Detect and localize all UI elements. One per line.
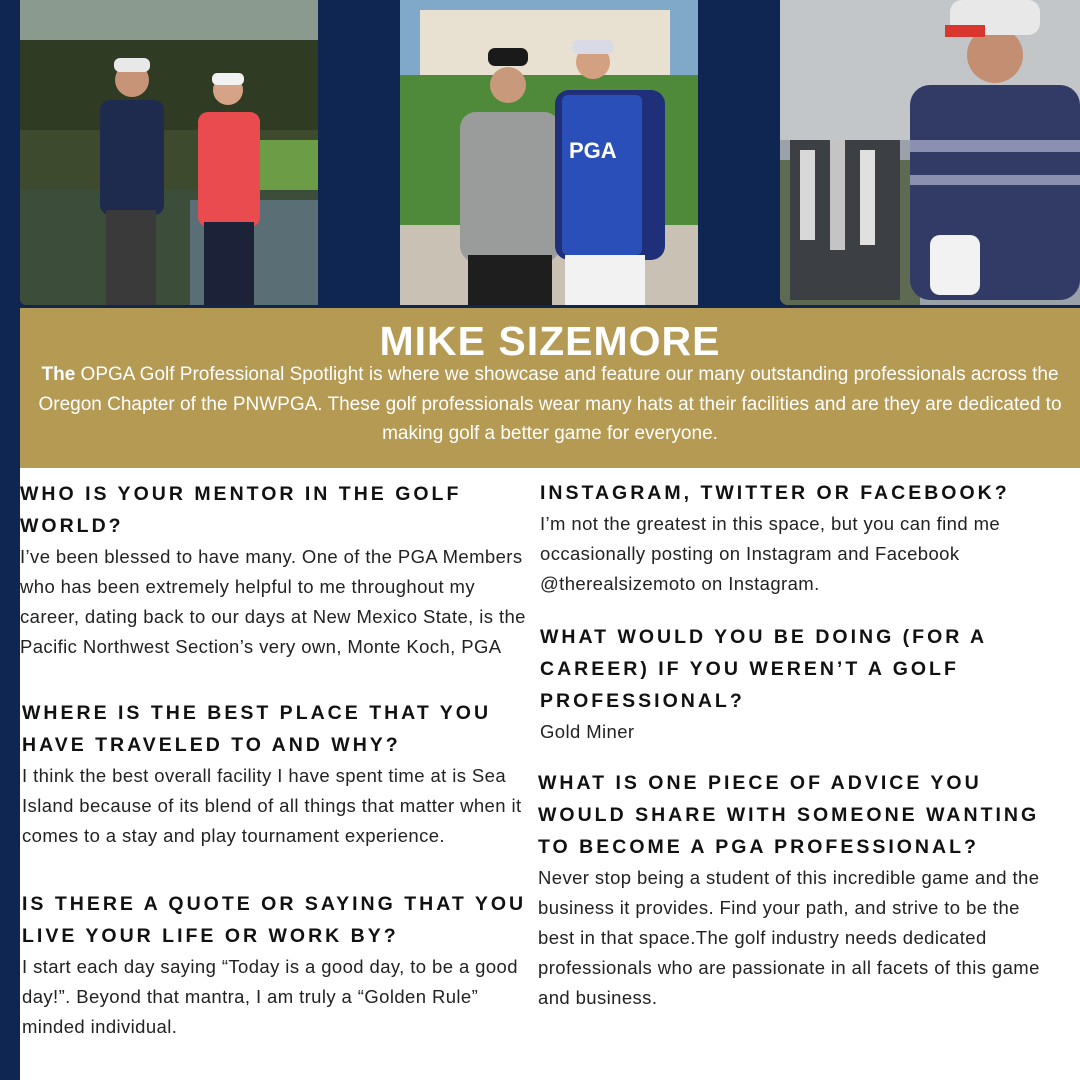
answer-other-career: Gold Miner	[540, 721, 635, 742]
right-column-qa-1	[540, 477, 1080, 599]
navy-side-bar	[0, 0, 20, 1080]
right-column-qa-2	[540, 621, 1040, 747]
question-best-place: WHERE IS THE BEST PLACE THAT YOU HAVE TRAVELED TO AND WHY?	[22, 702, 492, 756]
question-quote: IS THERE A QUOTE OR SAYING THAT YOU LIVE YOUR LIFE OR WORK BY?	[22, 893, 527, 947]
left-column-qa-2	[22, 697, 532, 851]
question-other-career: WHAT WOULD YOU BE DOING (FOR A CAREER) IF YOU WEREN’T A GOLF PROFESSIONAL?	[540, 626, 987, 712]
answer-best-place: I think the best overall facility I have spent time at is Sea Island because of its blend of all things that matter when it comes to a stay and play tournament experience.	[22, 765, 522, 846]
answer-quote: I start each day saying “Today is a good day, to be a good day!”. Beyond that mantra, I am truly a “Golden Rule” minded individual.	[22, 956, 518, 1037]
left-column-qa-1	[20, 478, 530, 662]
intro-bold-word: The	[41, 364, 76, 385]
intro-text: OPGA Golf Professional Spotlight is where we showcase and feature our many outstanding professionals across the Oregon Chapter of the PNWPGA. These golf professionals wear many hats at their facilities and are they are dedicated to making golf a better game for everyone.	[38, 364, 1062, 444]
spotlight-banner	[20, 308, 1080, 468]
photo-golfers-at-pond	[20, 0, 318, 305]
right-column-qa-3	[538, 767, 1048, 1013]
question-advice: WHAT IS ONE PIECE OF ADVICE YOU WOULD SHARE WITH SOMEONE WANTING TO BECOME A PGA PROFESSIONAL?	[538, 772, 1040, 858]
professional-name: MIKE SIZEMORE	[379, 318, 721, 364]
left-column-qa-3	[22, 888, 534, 1042]
answer-advice: Never stop being a student of this incredible game and the business it provides. Find your path, and strive to be the best in that space.The golf industry needs dedicated professionals who are passionate in all facets of this game and business.	[538, 867, 1040, 1008]
question-mentor: WHO IS YOUR MENTOR IN THE GOLF WORLD?	[20, 483, 462, 537]
photo-golfer-with-clubs	[780, 0, 1080, 305]
spotlight-intro	[30, 360, 1070, 449]
pga-bib-logo: PGA	[569, 138, 617, 163]
photo-pga-caddie	[400, 0, 698, 305]
answer-social-media: I’m not the greatest in this space, but you can find me occasionally posting on Instagram and Facebook @therealsizemoto on Instagram.	[540, 513, 1001, 594]
answer-mentor: I’ve been blessed to have many. One of the PGA Members who has been extremely helpful to me throughout my career, dating back to our days at New Mexico State, is the Pacific Northwest Section’s very own, Monte Koch, PGA	[20, 546, 526, 657]
question-social-media: INSTAGRAM, TWITTER OR FACEBOOK?	[540, 482, 1010, 504]
